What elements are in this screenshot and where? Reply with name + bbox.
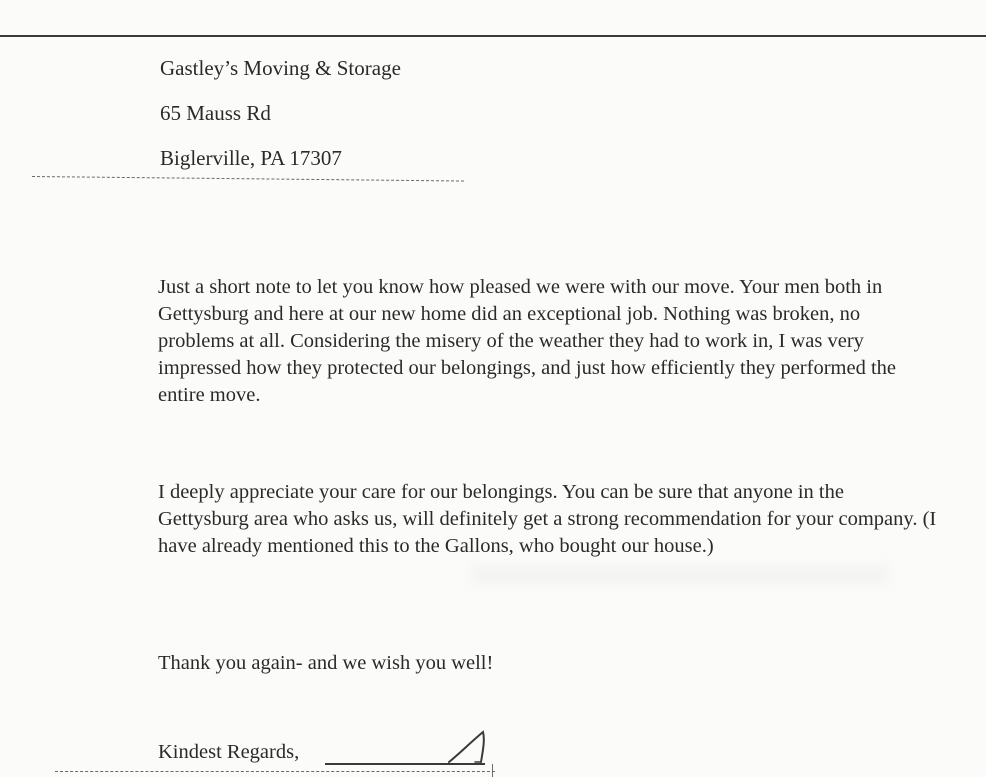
scan-smudge [470,565,890,585]
address-street: 65 Mauss Rd [160,101,271,125]
paragraph-move-feedback: Just a short note to let you know how pleased we were with our move. Your men both in Gettysburg and here at our new home did an exceptional job. Nothing was broken, no problems at all. Considering the misery of the weather they had to work in, I was very impressed how they protected our belongings, and just how efficiently they performed the entire move. [158,276,896,406]
bottom-divider [55,771,495,772]
paragraph-appreciation: I deeply appreciate your care for our belongings. You can be sure that anyone in the Gettysburg area who asks us, will definitely get a strong recommendation for your company. (I have already mentioned this to the Gallons, who bought our house.) [158,481,937,557]
top-rule [0,35,986,37]
closing-salutation: Kindest Regards, [158,741,300,763]
address-company: Gastley’s Moving & Storage [160,56,401,80]
recipient-address [160,46,401,181]
bottom-box-edge [492,764,493,777]
paragraph-thanks: Thank you again- and we wish you well! [158,652,494,674]
address-city-state-zip: Biglerville, PA 17307 [160,146,342,170]
signature-mark-icon [445,728,495,768]
